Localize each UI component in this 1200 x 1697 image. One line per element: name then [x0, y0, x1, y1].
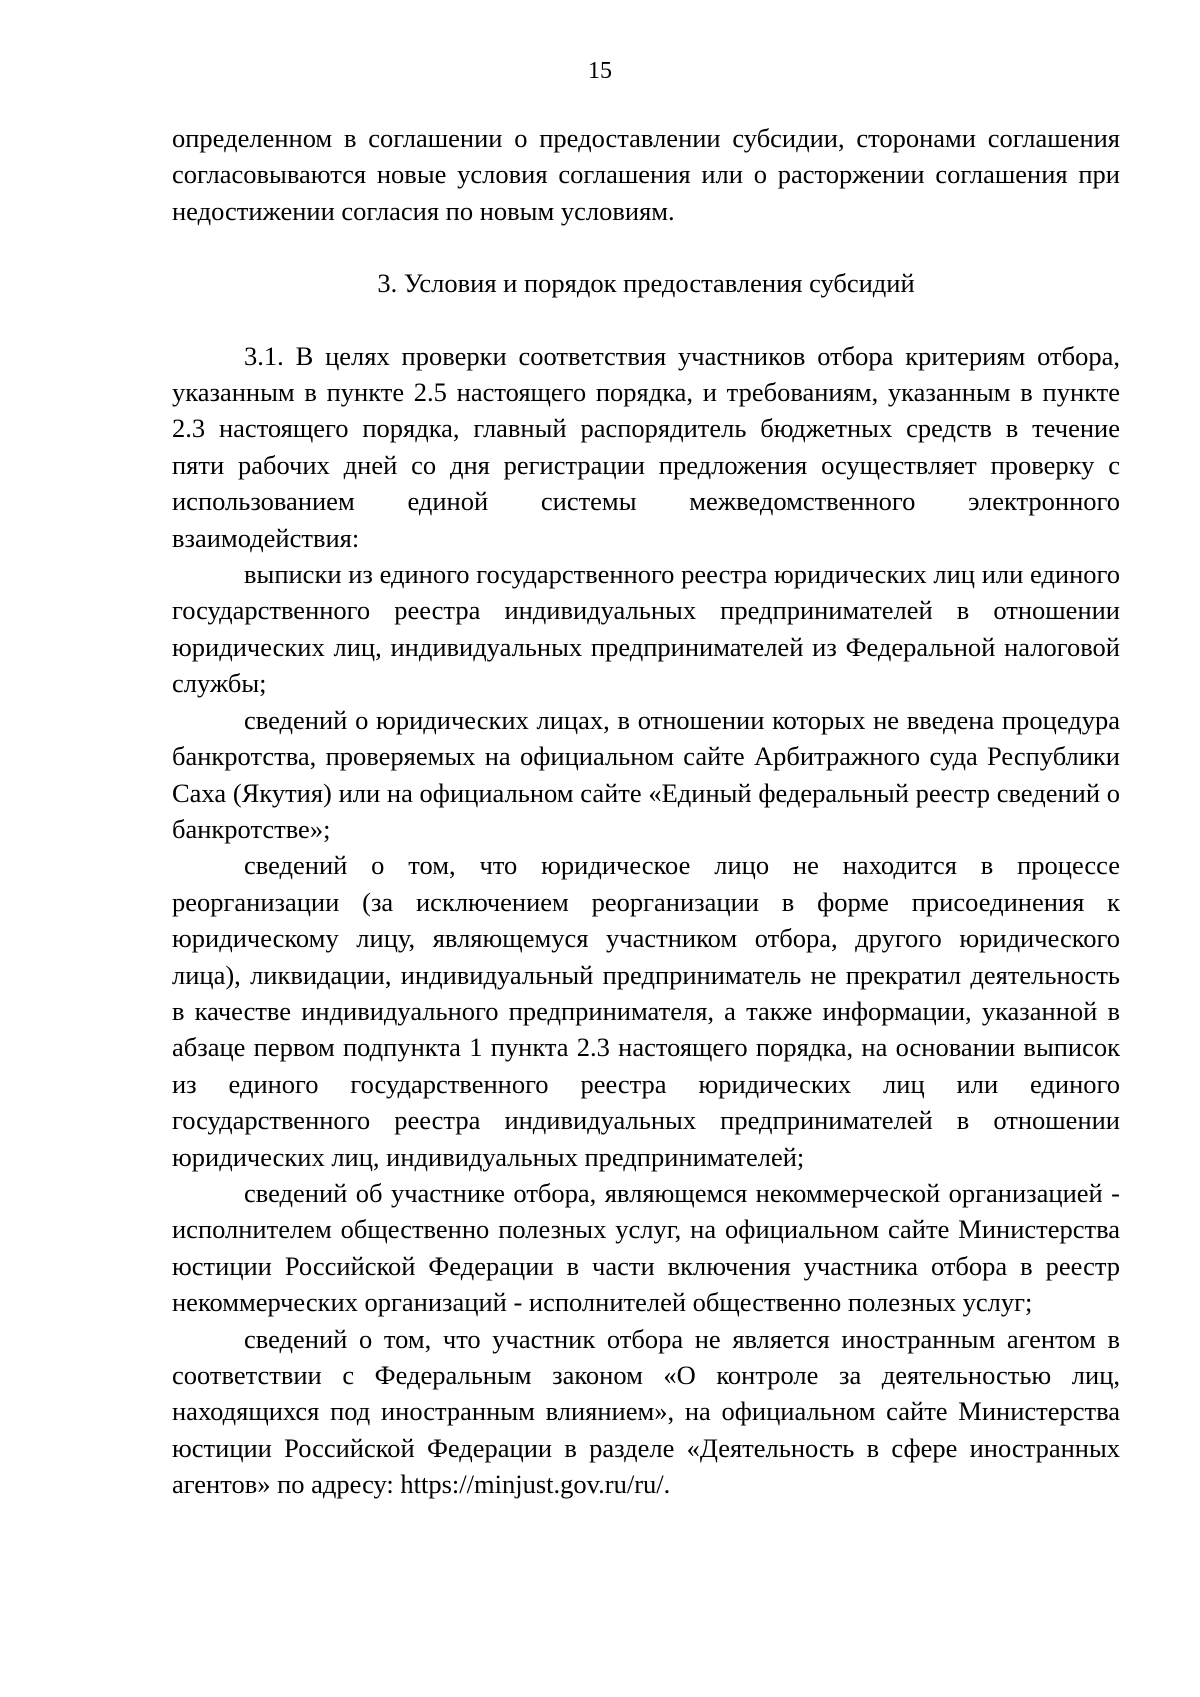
document-body: [172, 120, 1120, 1503]
paragraph-bankruptcy-info: сведений о юридических лицах, в отношении которых не введена процедура банкротства, проверяемых на официальном сайте Арбитражного суда Республики Саха (Якутия) или на официальном сайте «Единый федеральный реестр сведений о банкротстве»;: [172, 704, 1120, 844]
paragraph-continuation: определенном в соглашении о предоставлении субсидии, сторонами соглашения согласовываются новые условия соглашения или о расторжении соглашения при недостижении согласия по новым условиям.: [172, 123, 1120, 226]
paragraph-nonprofit-info: сведений об участнике отбора, являющемся некоммерческой организацией - исполнителем общественно полезных услуг, на официальном сайте Министерства юстиции Российской Федерации в части включения участника отбора в реестр некоммерческих организаций - исполнителей общественно полезных услуг;: [172, 1177, 1120, 1318]
paragraph-reorganization-info: сведений о том, что юридическое лицо не находится в процессе реорганизации (за исключением реорганизации в форме присоединения к юридическому лицу, являющемуся участником отбора, другого юридического лица), ликвидации, индивидуальный предприниматель не прекратил деятельность в качестве индивидуального предпринимателя, а также информации, указанной в абзаце первом подпункта 1 пункта 2.3 настоящего порядка, на основании выписок из единого государственного реестра юридических лиц или единого государственного реестра индивидуальных предпринимателей в отношении юридических лиц, индивидуальных предпринимателей;: [172, 850, 1120, 1172]
paragraph-foreign-agent-info: сведений о том, что участник отбора не является иностранным агентом в соответствии с Федеральным законом «О контроле за деятельностью лиц, находящихся под иностранным влиянием», на официальном сайте Министерства юстиции Российской Федерации в разделе «Деятельность в сфере иностранных агентов» по адресу: https://minjust.gov.ru/ru/.: [172, 1323, 1120, 1500]
paragraph-egrul-extract: выписки из единого государственного реестра юридических лиц или единого государственного реестра индивидуальных предпринимателей в отношении юридических лиц, индивидуальных предпринимателей из Федеральной налоговой службы;: [172, 559, 1120, 699]
paragraph-3-1: 3.1. В целях проверки соответствия участников отбора критериям отбора, указанным в пункте 2.5 настоящего порядка, и требованиям, указанным в пункте 2.3 настоящего порядка, главный распорядитель бюджетных средств в течение пяти рабочих дней со дня регистрации предложения осуществляет проверку с использованием единой системы межведомственного электронного взаимодействия:: [172, 340, 1120, 553]
section-heading: 3. Условия и порядок предоставления субсидий: [377, 268, 915, 299]
page-number: 15: [588, 58, 612, 84]
